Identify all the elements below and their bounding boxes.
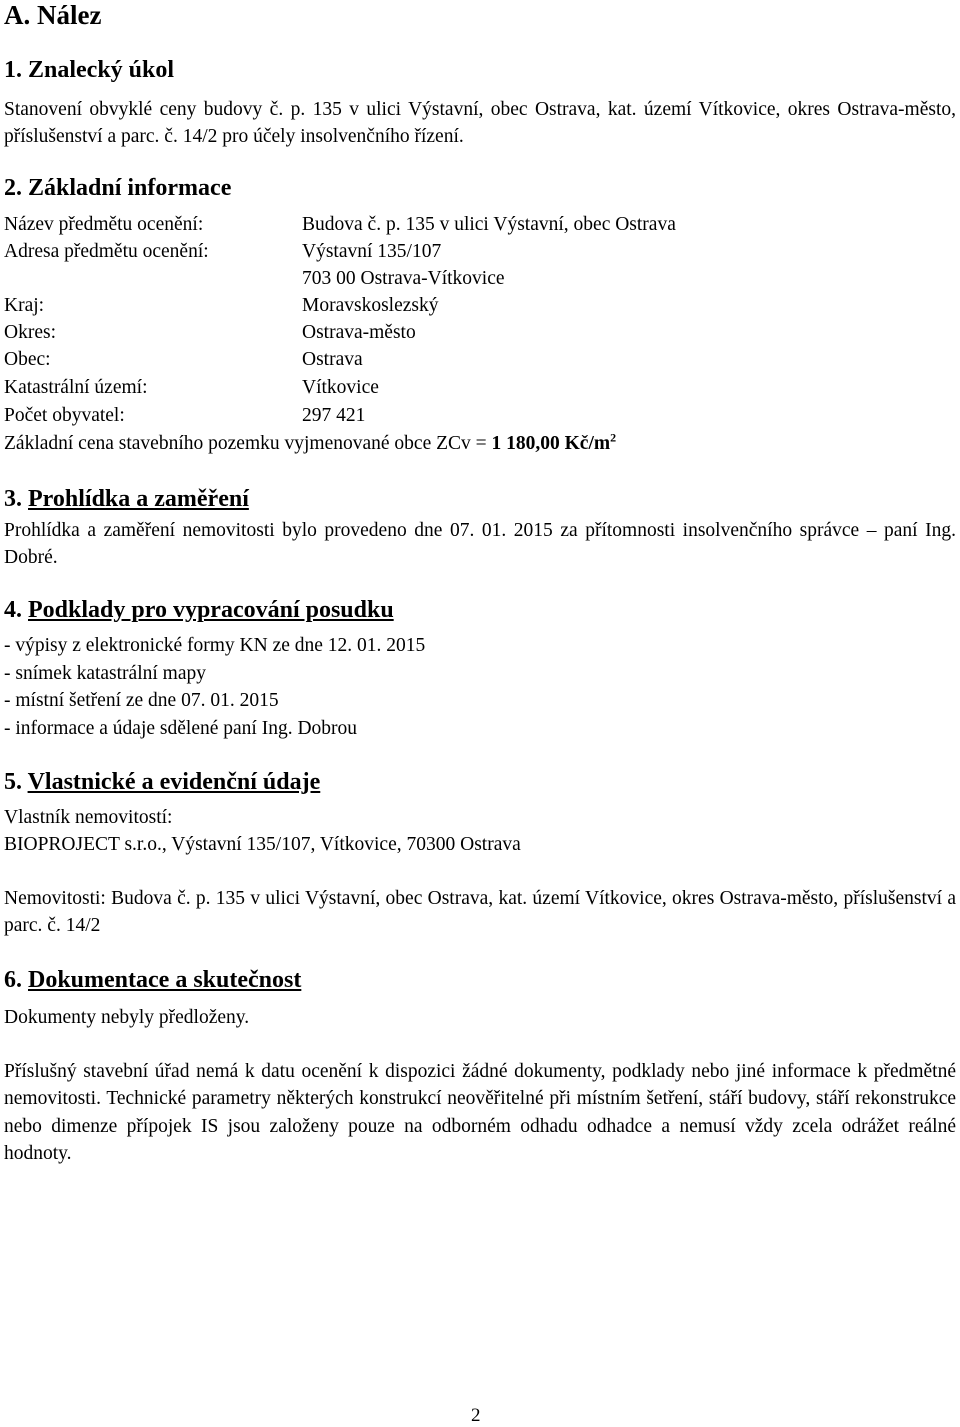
info-label: Název předmětu ocenění:: [4, 214, 204, 235]
info-value: Budova č. p. 135 v ulici Výstavní, obec Ostrava: [302, 214, 676, 235]
section-6-text-1: Dokumenty nebyly předloženy.: [4, 1007, 250, 1028]
section-4-title: Podklady pro vypracování posudku: [28, 597, 394, 623]
info-label: Obec:: [4, 349, 51, 370]
base-price-value: 1 180,00 Kč/m: [491, 433, 611, 454]
base-price-text: Základní cena stavebního pozemku vyjmenované obce ZCv =: [4, 433, 492, 454]
source-list-item: - snímek katastrální mapy: [4, 663, 206, 684]
section-3-title: Prohlídka a zaměření: [28, 486, 249, 512]
section-6-title: Dokumentace a skutečnost: [28, 967, 302, 993]
section-1-heading: 1. Znalecký úkol: [4, 57, 175, 83]
section-5-heading: [4, 769, 320, 796]
section-2-heading: 2. Základní informace: [4, 175, 232, 201]
info-label: Kraj:: [4, 295, 45, 316]
base-price-unit-exponent: 2: [610, 430, 617, 445]
page-number: 2: [471, 1405, 481, 1426]
info-value: Moravskoslezský: [302, 295, 439, 316]
source-list-item: - informace a údaje sdělené paní Ing. Dobrou: [4, 718, 358, 739]
section-6-number: 6.: [4, 967, 28, 993]
info-value: Výstavní 135/107: [302, 241, 442, 262]
section-3-number: 3.: [4, 486, 28, 512]
source-list-item: - výpisy z elektronické formy KN ze dne 12. 01. 2015: [4, 635, 426, 656]
info-value: 297 421: [302, 405, 366, 426]
section-5-number: 5.: [4, 769, 28, 795]
section-6-text-2: Příslušný stavební úřad nemá k datu ocenění k dispozici žádné dokumenty, podklady nebo jiné informace k předmětné nemovitosti. Technické parametry některých konstrukcí neověřitelné při místním šetření, stáří budovy, stáří rekonstrukce nebo dimenze přípojek IS jsou založeny pouze na odborném odhadu odhadce a nemusí vždy zcela odrážet reálné hodnoty.: [4, 1061, 956, 1164]
owner-label: Vlastník nemovitostí:: [4, 807, 173, 828]
section-3-text: Prohlídka a zaměření nemovitosti bylo provedeno dne 07. 01. 2015 za přítomnosti insolvenčního správce – paní Ing. Dobré.: [4, 520, 956, 569]
property-description: Nemovitosti: Budova č. p. 135 v ulici Výstavní, obec Ostrava, kat. území Vítkovice, okres Ostrava-město, příslušenství a parc. č. 14/2: [4, 888, 956, 937]
section-6-heading: [4, 967, 301, 994]
info-value: 703 00 Ostrava-Vítkovice: [302, 268, 505, 289]
section-5-title: Vlastnické a evidenční údaje: [27, 769, 321, 795]
source-list-item: - místní šetření ze dne 07. 01. 2015: [4, 690, 279, 711]
info-label: Adresa předmětu ocenění:: [4, 241, 209, 262]
info-label: Počet obyvatel:: [4, 405, 125, 426]
info-value: Ostrava: [302, 349, 363, 370]
section-3-heading: [4, 486, 249, 513]
section-1-text: Stanovení obvyklé ceny budovy č. p. 135 v ulici Výstavní, obec Ostrava, kat. území Vítkovice, okres Ostrava-město, příslušenství a parc. č. 14/2 pro účely insolvenčního řízení.: [4, 99, 956, 148]
info-value: Vítkovice: [302, 377, 379, 398]
section-4-number: 4.: [4, 597, 28, 623]
owner-value: BIOPROJECT s.r.o., Výstavní 135/107, Vítkovice, 70300 Ostrava: [4, 834, 521, 855]
info-label: Katastrální území:: [4, 377, 148, 398]
base-price-line: [4, 430, 616, 457]
document-title: A. Nález: [4, 0, 102, 30]
info-label: Okres:: [4, 322, 56, 343]
info-value: Ostrava-město: [302, 322, 416, 343]
section-4-heading: [4, 597, 394, 624]
